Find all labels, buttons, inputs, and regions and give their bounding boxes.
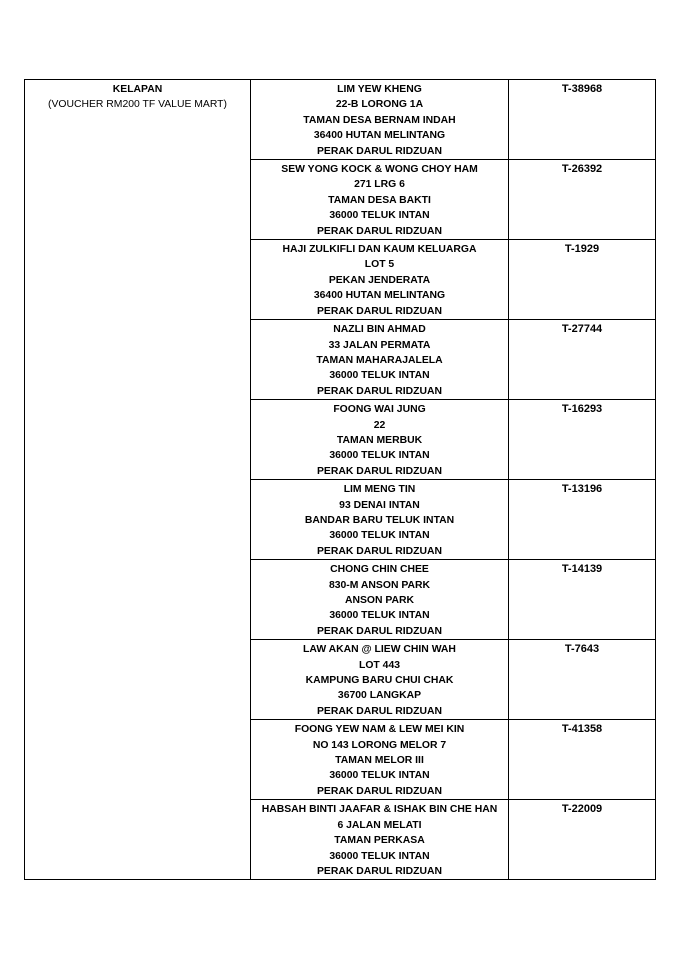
reference-number: T-22009: [509, 800, 656, 880]
recipient-name: SEW YONG KOCK & WONG CHOY HAM: [281, 164, 478, 176]
address-line: 33 JALAN PERMATA: [328, 339, 431, 351]
address-line: PEKAN JENDERATA: [328, 274, 431, 286]
recipient-name: CHONG CHIN CHEE: [330, 564, 429, 576]
address-line: TAMAN DESA BERNAM INDAH: [303, 114, 456, 126]
recipient-address-cell: [251, 800, 509, 880]
address-line: TAMAN MELOR III: [335, 755, 424, 767]
recipient-name: FOONG WAI JUNG: [333, 404, 426, 416]
address-line: TAMAN PERKASA: [334, 835, 425, 847]
recipient-address-cell: [251, 400, 509, 480]
address-line: 22-B LORONG 1A: [335, 99, 424, 111]
reference-number: T-14139: [509, 560, 656, 640]
address-line: 36000 TELUK INTAN: [329, 770, 430, 782]
table-row: [25, 80, 656, 160]
address-line: 36700 LANGKAP: [337, 690, 422, 702]
recipient-address-cell: [251, 480, 509, 560]
address-line: 36000 TELUK INTAN: [329, 850, 430, 862]
address-line: LOT 5: [364, 259, 395, 271]
address-line: KAMPUNG BARU CHUI CHAK: [305, 675, 454, 687]
address-line: PERAK DARUL RIDZUAN: [316, 545, 443, 557]
address-line: 93 DENAI INTAN: [339, 499, 420, 511]
address-line: 36400 HUTAN MELINTANG: [313, 290, 446, 302]
recipient-address-cell: [251, 320, 509, 400]
recipient-address-cell: [251, 560, 509, 640]
address-line: 830-M ANSON PARK: [328, 579, 431, 591]
recipient-name: LAW AKAN @ LIEW CHIN WAH: [303, 644, 456, 656]
recipient-address-cell: [251, 720, 509, 800]
address-line: 22: [373, 419, 386, 431]
address-line: BANDAR BARU TELUK INTAN: [304, 514, 455, 526]
reference-number: T-41358: [509, 720, 656, 800]
recipient-address-cell: [251, 240, 509, 320]
recipient-name: LIM MENG TIN: [343, 484, 416, 496]
address-line: PERAK DARUL RIDZUAN: [316, 225, 443, 237]
address-line: TAMAN MERBUK: [336, 434, 423, 446]
address-line: PERAK DARUL RIDZUAN: [316, 465, 443, 477]
address-line: 36000 TELUK INTAN: [329, 370, 430, 382]
prize-description: (VOUCHER RM200 TF VALUE MART): [48, 99, 227, 111]
address-line: 36400 HUTAN MELINTANG: [313, 130, 446, 142]
winners-table: [24, 79, 656, 880]
recipient-address-cell: [251, 160, 509, 240]
address-line: PERAK DARUL RIDZUAN: [316, 305, 443, 317]
reference-number: T-16293: [509, 400, 656, 480]
address-line: PERAK DARUL RIDZUAN: [316, 705, 443, 717]
address-line: 36000 TELUK INTAN: [329, 210, 430, 222]
address-line: ANSON PARK: [344, 595, 415, 606]
address-line: 271 LRG 6: [354, 179, 405, 191]
recipient-address-cell: [251, 80, 509, 160]
address-line: PERAK DARUL RIDZUAN: [316, 785, 443, 797]
address-line: TAMAN MAHARAJALELA: [316, 354, 443, 366]
address-line: 36000 TELUK INTAN: [329, 610, 430, 622]
reference-number: T-1929: [509, 240, 656, 320]
address-line: PERAK DARUL RIDZUAN: [316, 865, 443, 877]
address-line: 36000 TELUK INTAN: [329, 530, 430, 542]
recipient-name: LIM YEW KHENG: [337, 84, 422, 95]
reference-number: T-38968: [509, 80, 656, 160]
recipient-name: FOONG YEW NAM & LEW MEI KIN: [294, 724, 465, 736]
reference-number: T-26392: [509, 160, 656, 240]
reference-number: T-7643: [509, 640, 656, 720]
address-line: LOT 443: [359, 659, 400, 671]
address-line: 36000 TELUK INTAN: [329, 450, 430, 462]
address-line: TAMAN DESA BAKTI: [328, 194, 431, 206]
recipient-name: HAJI ZULKIFLI DAN KAUM KELUARGA: [282, 244, 477, 256]
prize-title: KELAPAN: [112, 84, 163, 95]
recipient-name: HABSAH BINTI JAAFAR & ISHAK BIN CHE HAN: [261, 804, 498, 816]
address-line: PERAK DARUL RIDZUAN: [316, 625, 443, 637]
reference-number: T-13196: [509, 480, 656, 560]
address-line: 6 JALAN MELATI: [337, 819, 422, 831]
reference-number: T-27744: [509, 320, 656, 400]
address-line: PERAK DARUL RIDZUAN: [316, 385, 443, 397]
address-line: NO 143 LORONG MELOR 7: [312, 739, 447, 751]
recipient-name: NAZLI BIN AHMAD: [333, 324, 426, 336]
prize-cell: [25, 80, 251, 880]
address-line: PERAK DARUL RIDZUAN: [316, 145, 443, 157]
winners-table-body: [25, 80, 656, 880]
recipient-address-cell: [251, 640, 509, 720]
